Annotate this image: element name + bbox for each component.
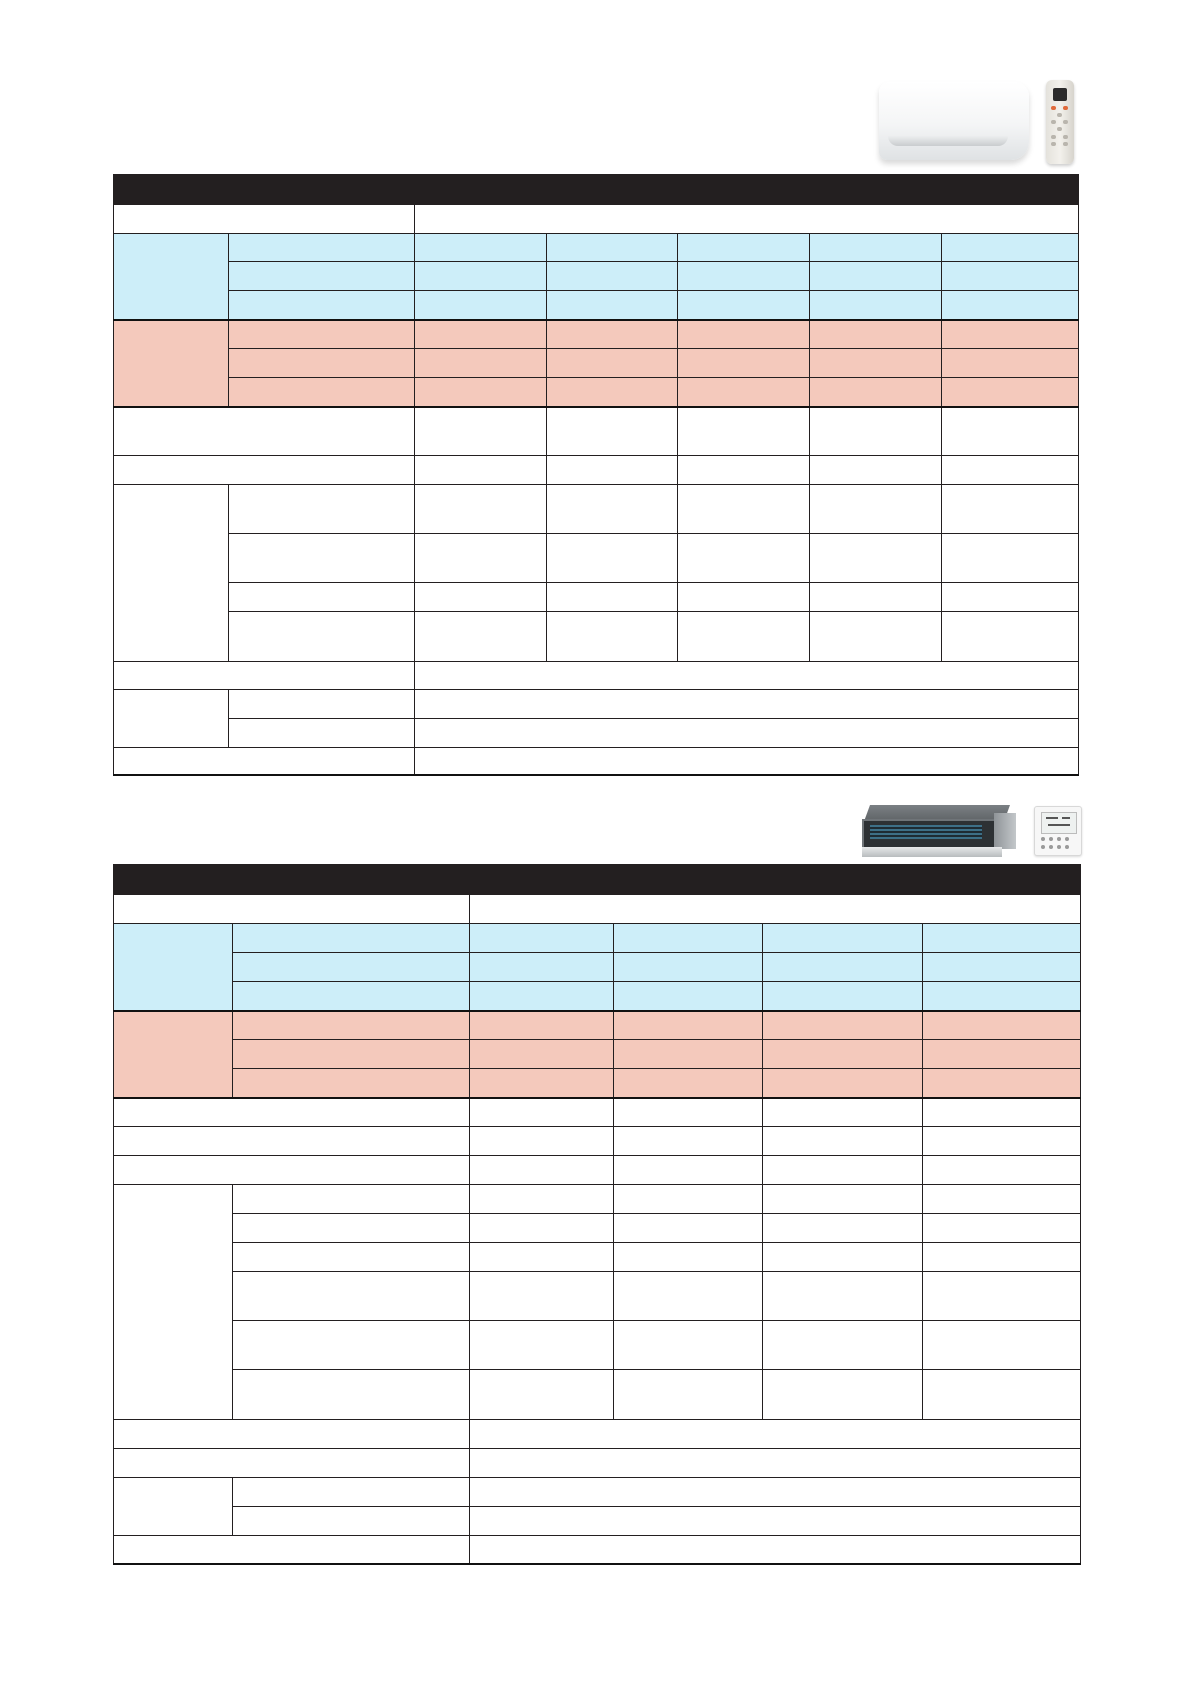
table-row bbox=[114, 1370, 1081, 1420]
table-row bbox=[114, 583, 1079, 612]
row-group-label bbox=[114, 1185, 233, 1420]
heating-row bbox=[114, 378, 1079, 407]
heating-row bbox=[114, 1040, 1081, 1069]
cooling-row bbox=[114, 291, 1079, 320]
table-row bbox=[114, 1449, 1081, 1478]
table-row bbox=[114, 534, 1079, 583]
heating-row bbox=[114, 320, 1079, 349]
cooling-row bbox=[114, 924, 1081, 953]
merged-value-cell bbox=[470, 895, 1081, 924]
cooling-group-label bbox=[114, 924, 233, 1011]
cooling-row bbox=[114, 982, 1081, 1011]
table-row bbox=[114, 1214, 1081, 1243]
heating-row bbox=[114, 1069, 1081, 1098]
ducted-indoor-unit-photo bbox=[858, 803, 1018, 859]
table-row bbox=[114, 895, 1081, 924]
row-label-cell bbox=[114, 895, 470, 924]
table-row bbox=[114, 1507, 1081, 1536]
table-row bbox=[114, 719, 1079, 748]
cooling-group-label bbox=[114, 234, 229, 320]
table-row bbox=[114, 690, 1079, 719]
heating-group-label bbox=[114, 1011, 233, 1098]
table-row bbox=[114, 612, 1079, 662]
table-row bbox=[114, 205, 1079, 234]
wall-mounted-split-unit-photo bbox=[876, 80, 1031, 164]
table-row bbox=[114, 748, 1079, 775]
heating-row bbox=[114, 1011, 1081, 1040]
cooling-row bbox=[114, 953, 1081, 982]
cooling-row bbox=[114, 234, 1079, 262]
table-row bbox=[114, 485, 1079, 534]
row-label-cell bbox=[114, 205, 415, 234]
wired-wall-controller-photo bbox=[1034, 806, 1082, 856]
table-row bbox=[114, 1478, 1081, 1507]
handheld-remote-photo bbox=[1046, 80, 1074, 164]
table-row bbox=[114, 1321, 1081, 1370]
spec-table-2 bbox=[113, 864, 1081, 1565]
table-row bbox=[114, 456, 1079, 485]
cooling-row bbox=[114, 262, 1079, 291]
row-group-label bbox=[114, 485, 229, 662]
row-group-label bbox=[114, 690, 229, 748]
table-row bbox=[114, 662, 1079, 690]
heating-group-label bbox=[114, 320, 229, 407]
row-group-label bbox=[114, 1478, 233, 1536]
table-row bbox=[114, 1185, 1081, 1214]
spec-table-1 bbox=[113, 174, 1079, 776]
table-row bbox=[114, 1127, 1081, 1156]
table-row bbox=[114, 1098, 1081, 1127]
table-header-band bbox=[114, 175, 1079, 205]
table-header-band bbox=[114, 865, 1081, 895]
table-row bbox=[114, 1536, 1081, 1564]
heating-row bbox=[114, 349, 1079, 378]
table-row bbox=[114, 1156, 1081, 1185]
table-row bbox=[114, 1243, 1081, 1272]
table-row bbox=[114, 1272, 1081, 1321]
table-row bbox=[114, 1420, 1081, 1449]
table-row bbox=[114, 407, 1079, 456]
merged-value-cell bbox=[415, 205, 1079, 234]
